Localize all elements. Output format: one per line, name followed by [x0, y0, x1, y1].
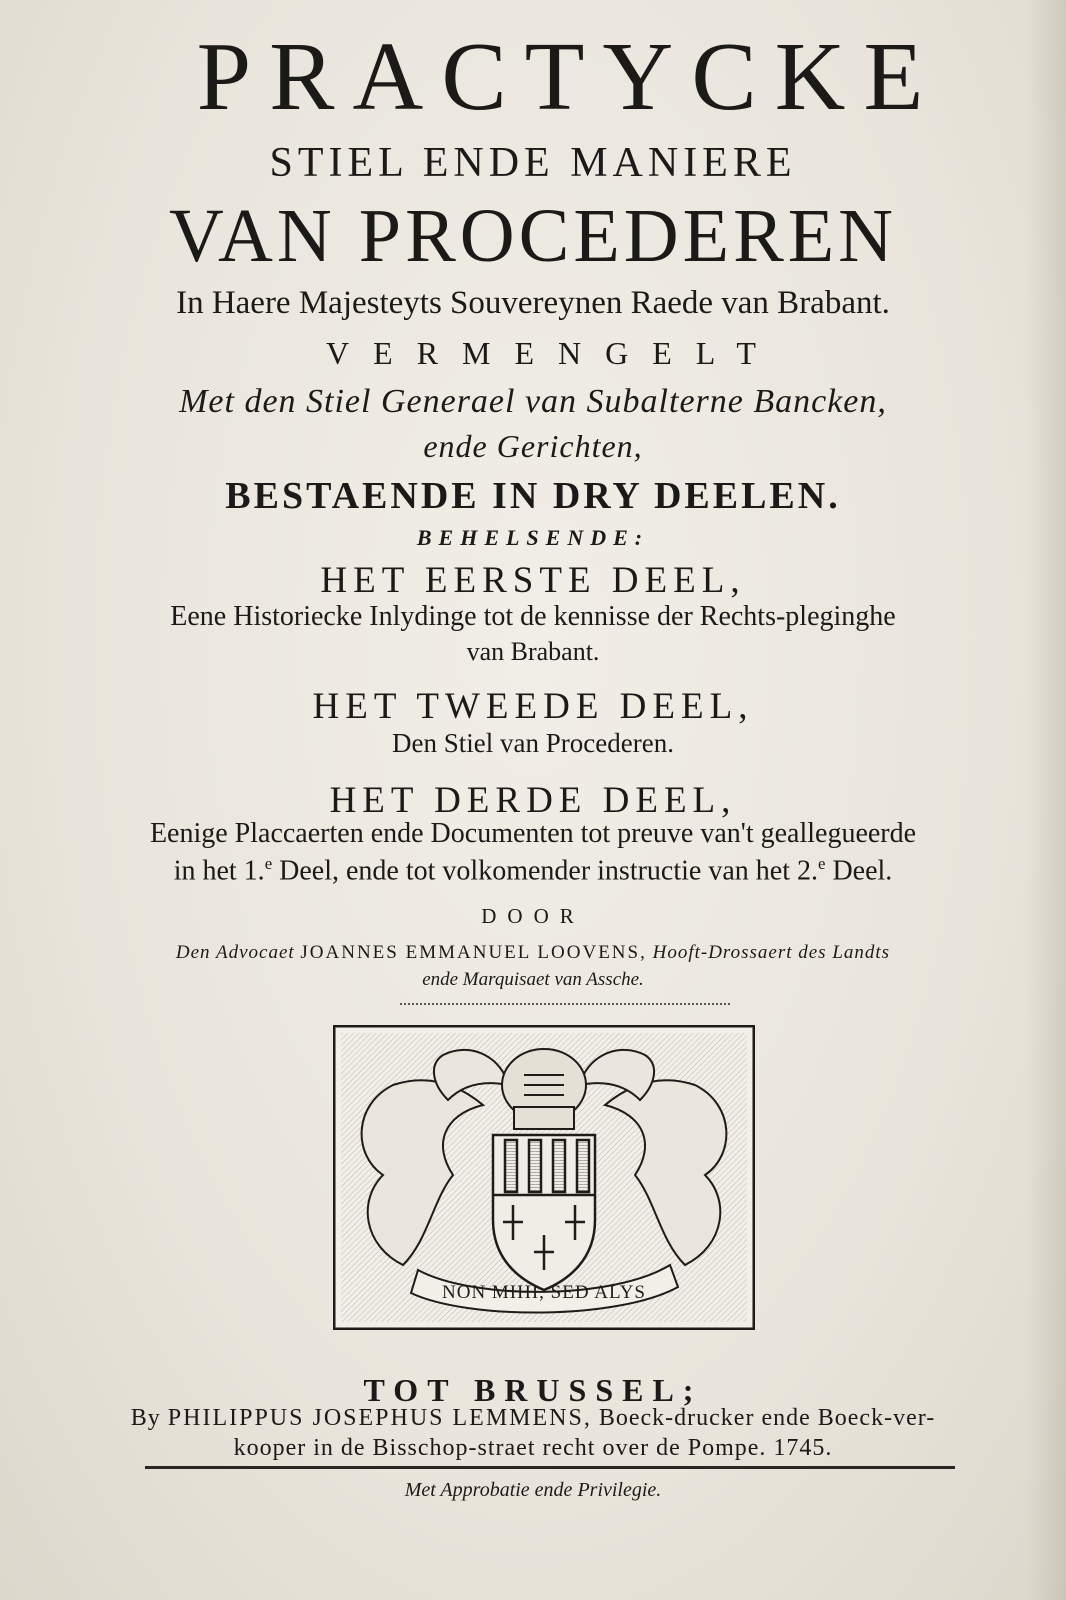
- stiel-line-1: Met den Stiel Generael van Subalterne Bancken,: [179, 383, 887, 420]
- deel3-sup-2: e: [817, 854, 826, 873]
- dry-deelen-heading: BESTAENDE IN DRY DEELEN.: [225, 475, 841, 517]
- subtitle-stiel: STIEL ENDE MANIERE: [269, 140, 797, 186]
- privilege-line: Met Approbatie ende Privilegie.: [404, 1479, 662, 1501]
- deel3-heading: HET DERDE DEEL,: [329, 780, 737, 821]
- book-title: PRACTYCKE: [196, 23, 942, 131]
- deel1-line1: Eene Historiecke Inlydinge tot de kennisse der Rechts-pleginghe: [170, 601, 896, 632]
- vermengelt-heading: VERMENGELT: [326, 335, 780, 371]
- author-line-2: ende Marquisaet van Assche.: [422, 969, 644, 990]
- deel3-line2: [0, 856, 1066, 885]
- court-line: In Haere Majesteyts Souvereynen Raede van Brabant.: [176, 285, 890, 321]
- deel3-line2-pre: in het 1.: [173, 855, 265, 887]
- author-prefix: Den Advocaet: [175, 942, 295, 963]
- deel3-line1: Eenige Placcaerten ende Documenten tot preuve van't geallegueerde: [149, 818, 917, 849]
- deel2-line1: Den Stiel van Procederen.: [392, 728, 674, 758]
- publisher-post: Boeck-drucker ende Boeck-ver-: [598, 1405, 936, 1431]
- deel1-heading: HET EERSTE DEEL,: [320, 560, 746, 601]
- publisher-line-1: [0, 1406, 1066, 1430]
- publisher-pre: By: [130, 1405, 161, 1431]
- publisher-line-2: kooper in de Bisschop-straet recht over de Pompe. 1745.: [233, 1435, 833, 1461]
- coat-of-arms-engraving: [333, 1025, 755, 1330]
- deel3-line2-post: Deel.: [825, 855, 893, 887]
- author-name: JOANNES EMMANUEL LOOVENS,: [300, 942, 647, 963]
- behelsende-heading: BEHELSENDE:: [416, 525, 650, 550]
- deel3-line2-mid: Deel, ende tot volkomender instructie van het 2.: [272, 855, 818, 887]
- author-line-1: [0, 943, 1066, 962]
- deel1-line2: van Brabant.: [466, 637, 600, 666]
- imprint-rule: [145, 1466, 955, 1469]
- deel2-heading: HET TWEEDE DEEL,: [312, 686, 754, 727]
- subtitle-procederen: VAN PROCEDEREN: [168, 194, 898, 278]
- stiel-line-2: ende Gerichten,: [423, 428, 643, 464]
- author-suffix: Hooft-Drossaert des Landts: [652, 942, 891, 963]
- door-heading: DOOR: [481, 904, 585, 928]
- ornamental-rule: [400, 1003, 730, 1005]
- deel3-sup-1: e: [264, 854, 273, 873]
- publisher-name: PHILIPPUS JOSEPHUS LEMMENS,: [167, 1405, 592, 1431]
- imprint-city: TOT BRUSSEL;: [363, 1372, 703, 1408]
- crest-motto: NON MIHI, SED ALYS: [442, 1282, 646, 1303]
